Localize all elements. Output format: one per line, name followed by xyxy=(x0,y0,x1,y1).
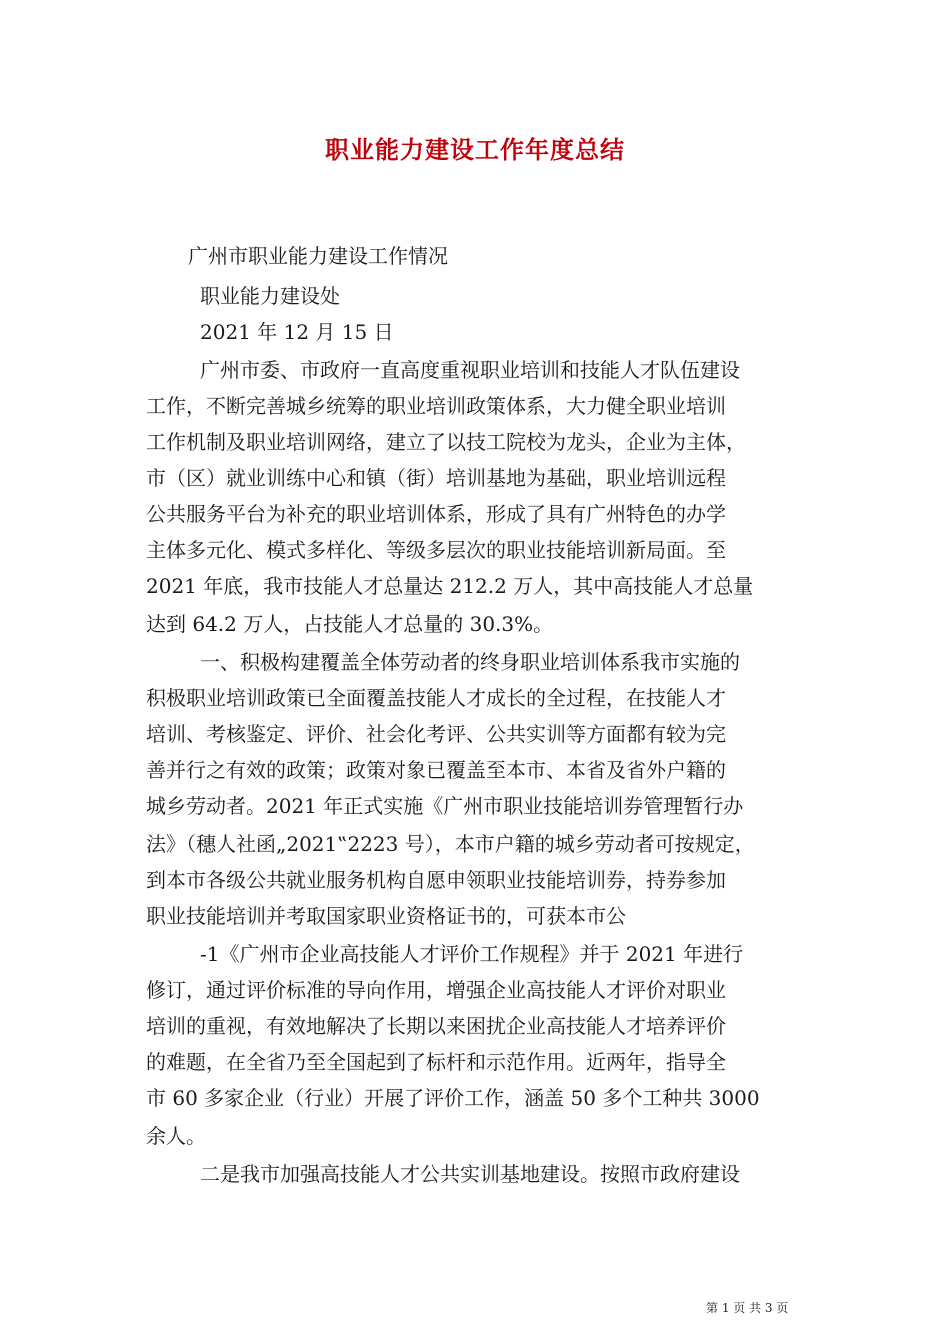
body-line: 工作机制及职业培训网络，建立了以技工院校为龙头，企业为主体， xyxy=(146,430,746,454)
body-line: 修订，通过评价标准的导向作用，增强企业高技能人才评价对职业 xyxy=(146,978,726,1002)
body-line: 到本市各级公共就业服务机构自愿申领职业技能培训券，持券参加 xyxy=(146,868,726,892)
department-line: 职业能力建设处 xyxy=(200,284,340,308)
body-line: 市（区）就业训练中心和镇（街）培训基地为基础，职业培训远程 xyxy=(146,466,726,490)
body-line: 余人。 xyxy=(146,1124,206,1148)
body-line: 主体多元化、模式多样化、等级多层次的职业技能培训新局面。至 xyxy=(146,538,726,562)
body-line: 工作，不断完善城乡统筹的职业培训政策体系，大力健全职业培训 xyxy=(146,394,726,418)
body-line: 城乡劳动者。2021 年正式实施《广州市职业技能培训券管理暂行办 xyxy=(146,794,744,818)
body-line: 职业技能培训并考取国家职业资格证书的，可获本市公 xyxy=(146,904,626,928)
body-line: 积极职业培训政策已全面覆盖技能人才成长的全过程，在技能人才 xyxy=(146,686,726,710)
body-line: 公共服务平台为补充的职业培训体系，形成了具有广州特色的办学 xyxy=(146,502,726,526)
document-title: 职业能力建设工作年度总结 xyxy=(325,135,625,164)
page-number: 第 1 页 共 3 页 xyxy=(706,1301,789,1315)
body-line: 的难题，在全省乃至全国起到了标杆和示范作用。近两年，指导全 xyxy=(146,1050,726,1074)
subtitle-line: 广州市职业能力建设工作情况 xyxy=(188,244,448,268)
body-line: 法》（穗人社函„2021‟2223 号），本市户籍的城乡劳动者可按规定， xyxy=(146,832,755,856)
body-line: 培训、考核鉴定、评价、社会化考评、公共实训等方面都有较为完 xyxy=(146,722,726,746)
body-line: 2021 年底，我市技能人才总量达 212.2 万人，其中高技能人才总量 xyxy=(146,574,754,598)
body-line: 善并行之有效的政策；政策对象已覆盖至本市、本省及省外户籍的 xyxy=(146,758,726,782)
date-line: 2021 年 12 月 15 日 xyxy=(200,320,394,344)
body-line: 二是我市加强高技能人才公共实训基地建设。按照市政府建设 xyxy=(200,1162,740,1186)
body-line: 达到 64.2 万人，占技能人才总量的 30.3%。 xyxy=(146,612,554,636)
body-line: 培训的重视，有效地解决了长期以来困扰企业高技能人才培养评价 xyxy=(146,1014,726,1038)
body-line: 一、积极构建覆盖全体劳动者的终身职业培训体系我市实施的 xyxy=(200,650,740,674)
body-line: -1《广州市企业高技能人才评价工作规程》并于 2021 年进行 xyxy=(200,942,744,966)
body-line: 市 60 多家企业（行业）开展了评价工作，涵盖 50 多个工种共 3000 xyxy=(146,1086,760,1110)
body-line: 广州市委、市政府一直高度重视职业培训和技能人才队伍建设 xyxy=(200,358,740,382)
